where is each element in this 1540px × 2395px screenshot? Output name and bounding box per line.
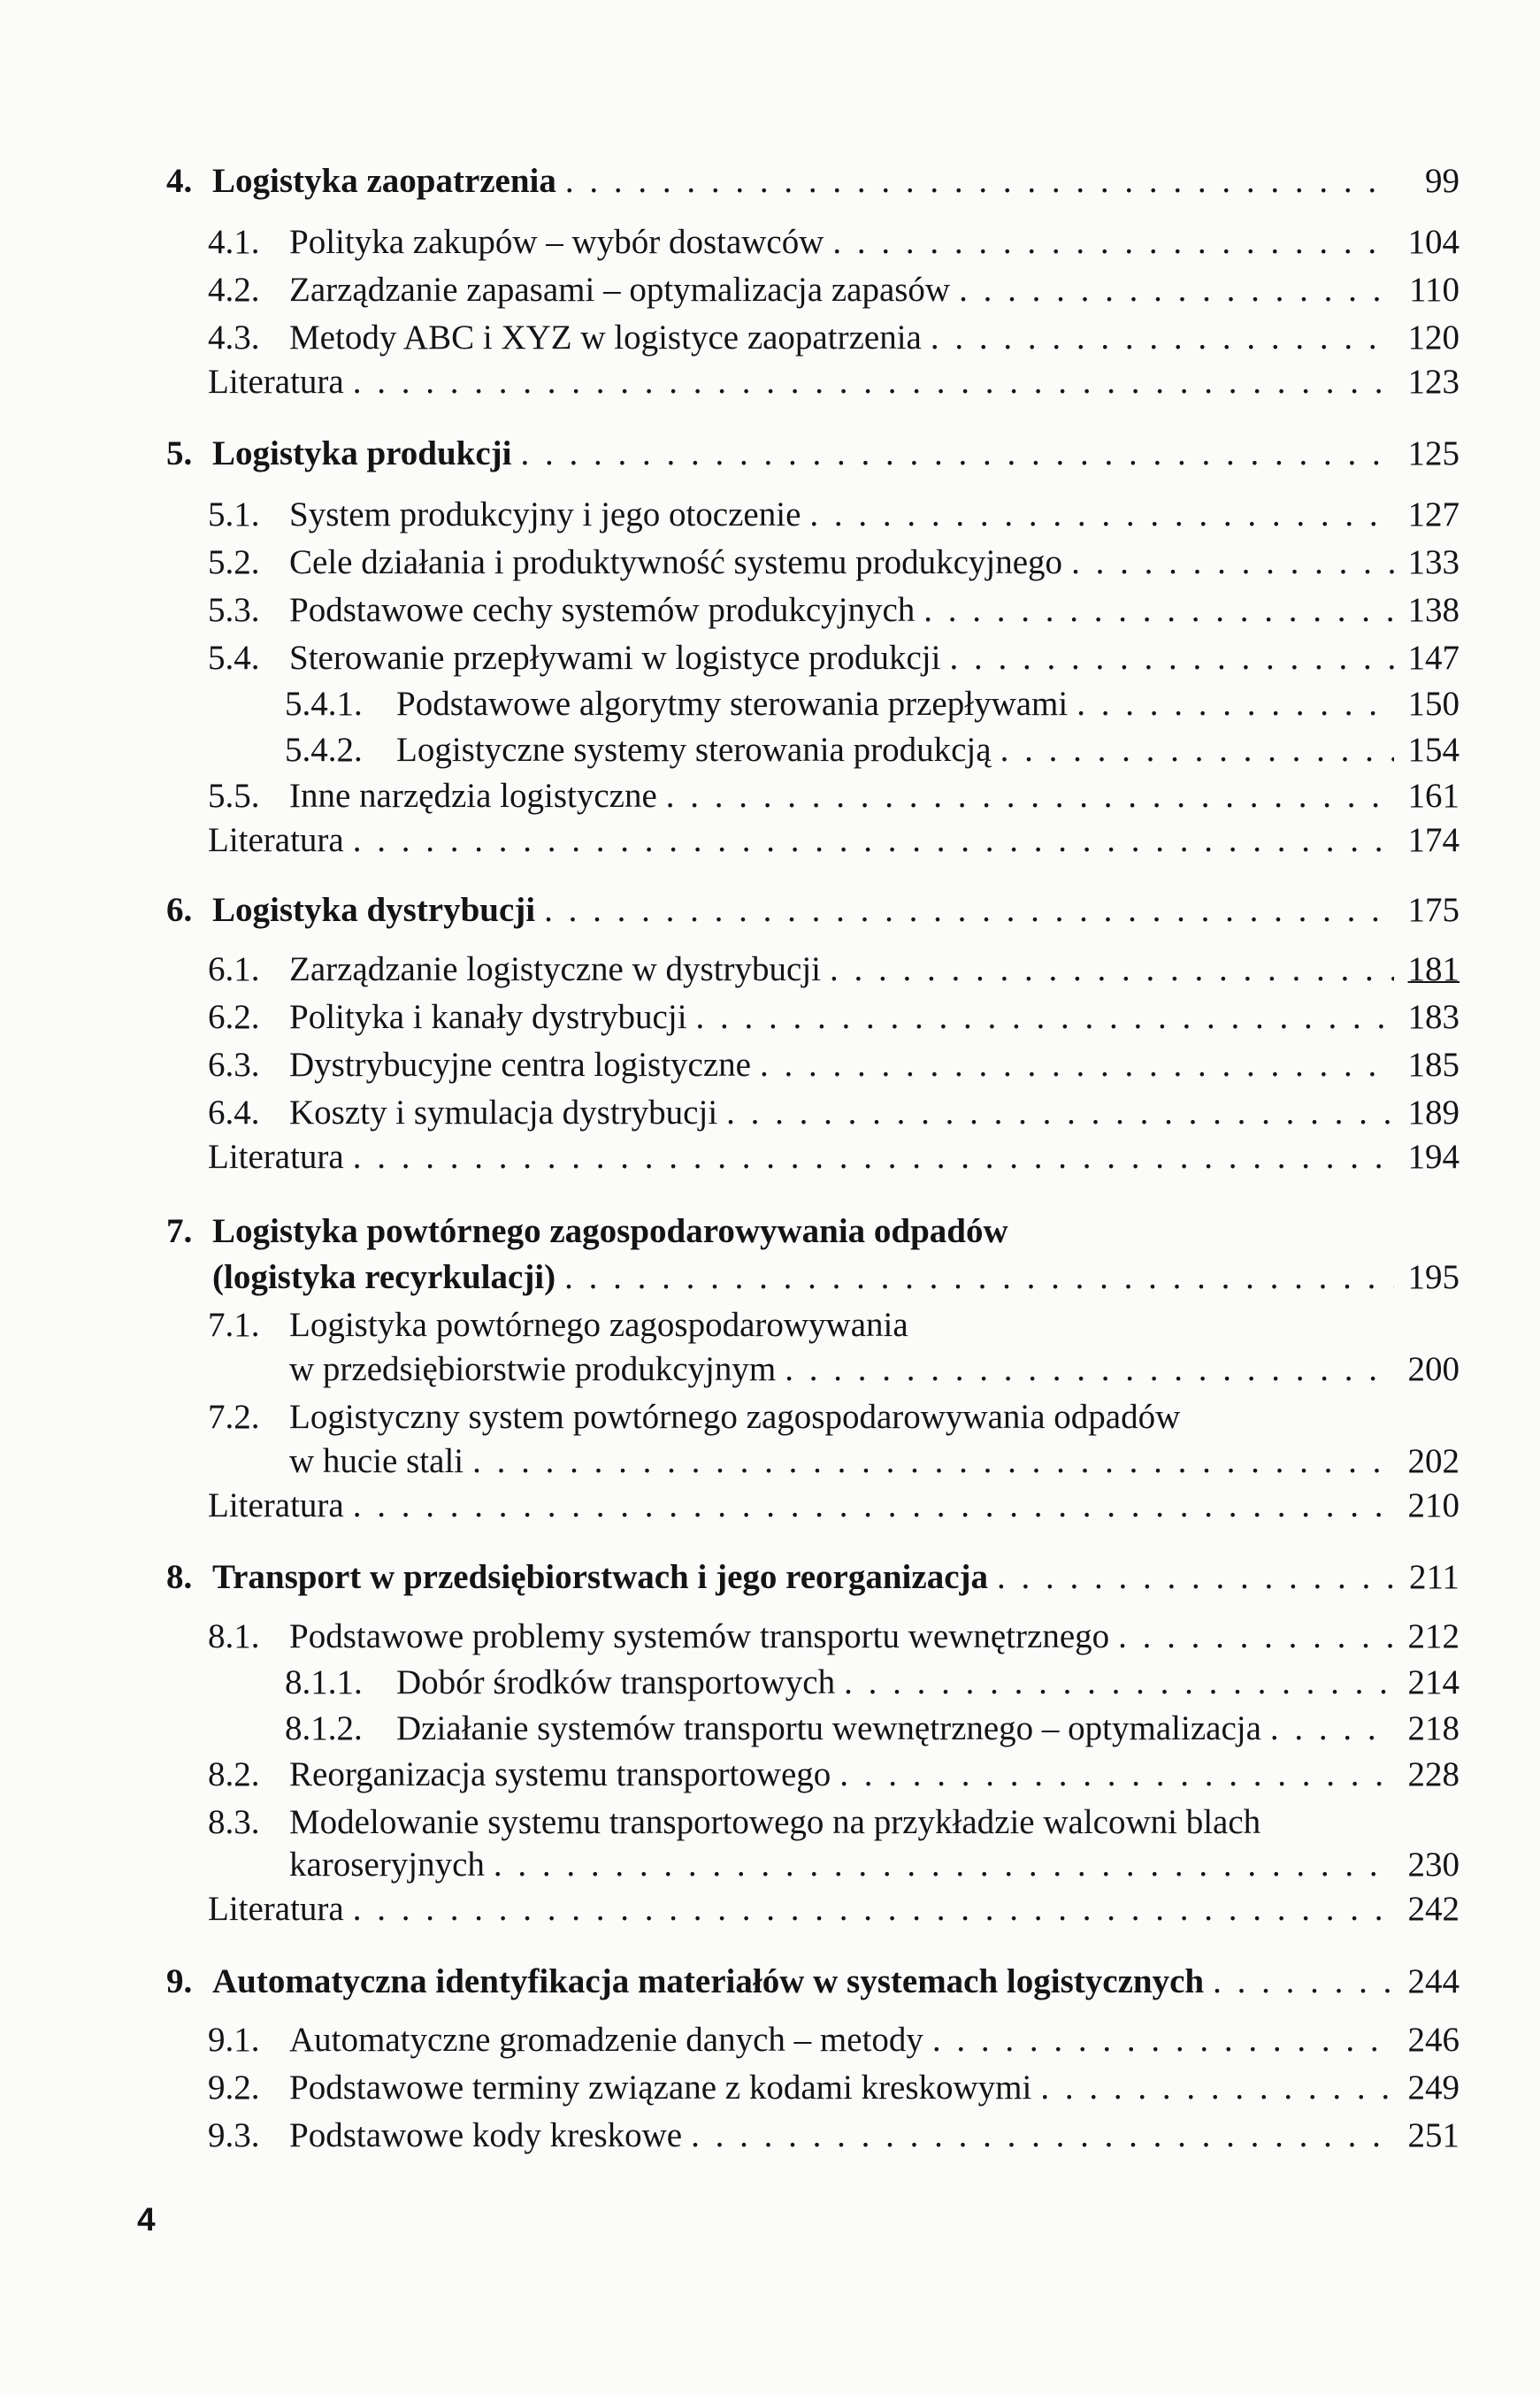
toc-section-8-3-line1 (208, 1800, 1460, 1845)
entry-title: Literatura (208, 821, 344, 859)
dot-leader (832, 220, 1394, 265)
dot-leader (959, 268, 1394, 312)
entry-page: 230 (1407, 1846, 1460, 1884)
entry-number: 7. (166, 1212, 193, 1250)
entry-title: Podstawowe algorytmy sterowania przepływami (396, 685, 1069, 723)
entry-title: Podstawowe problemy systemów transportu wewnętrznego (289, 1617, 1110, 1655)
entry-title: Reorganizacja systemu transportowego (289, 1755, 831, 1793)
dot-leader (830, 948, 1394, 992)
toc-subsection-8-1-1 (285, 1661, 1460, 1705)
entry-page: 120 (1407, 319, 1460, 357)
toc-section-8-3-line2 (289, 1843, 1460, 1887)
toc-section-8-2 (208, 1753, 1460, 1797)
dot-leader (844, 1661, 1394, 1705)
dot-leader (949, 636, 1394, 680)
entry-number: 6.2. (208, 998, 260, 1036)
entry-page: 147 (1407, 639, 1460, 677)
dot-leader (494, 1843, 1394, 1887)
entry-title: Transport w przedsiębiorstwach i jego reorganizacja (212, 1558, 988, 1596)
entry-title: Sterowanie przepływami w logistyce produkcji (289, 639, 941, 677)
entry-title: Podstawowe kody kreskowe (289, 2116, 683, 2154)
entry-title: Logistyczne systemy sterowania produkcją (396, 731, 992, 769)
entry-title: Inne narzędzia logistyczne (289, 777, 657, 815)
entry-page: 194 (1407, 1138, 1460, 1176)
entry-title: Metody ABC i XYZ w logistyce zaopatrzenia (289, 319, 922, 357)
dot-leader (1040, 2066, 1394, 2110)
dot-leader (564, 1255, 1394, 1300)
entry-title-continued: w hucie stali (289, 1442, 464, 1480)
entry-number: 8.1.1. (285, 1663, 363, 1701)
entry-title: Zarządzanie zapasami – optymalizacja zapasów (289, 271, 951, 309)
toc-literature-4 (208, 360, 1460, 404)
entry-number: 8.1. (208, 1617, 260, 1655)
entry-number: 9.3. (208, 2116, 260, 2154)
entry-page: 185 (1407, 1046, 1460, 1084)
entry-page: 174 (1407, 821, 1460, 859)
toc-chapter-4 (166, 159, 1460, 203)
toc-section-6-2 (208, 995, 1460, 1040)
toc-section-9-3 (208, 2114, 1460, 2158)
toc-chapter-7-line2 (212, 1255, 1460, 1300)
entry-page: 181 (1407, 950, 1460, 988)
page-number: 4 (137, 2201, 156, 2238)
toc-section-8-1 (208, 1615, 1460, 1659)
toc-subsection-5-4-1 (285, 682, 1460, 726)
toc-section-5-5 (208, 774, 1460, 818)
entry-number: 6.3. (208, 1046, 260, 1084)
entry-number: 8. (166, 1558, 193, 1596)
entry-title: Modelowanie systemu transportowego na przykładzie walcowni blach (289, 1803, 1261, 1841)
entry-page: 210 (1407, 1486, 1460, 1524)
toc-section-7-1-line1 (208, 1303, 1460, 1347)
entry-number: 4.2. (208, 271, 260, 309)
dot-leader (931, 316, 1394, 360)
entry-title: Działanie systemów transportu wewnętrznego – optymalizacja (396, 1709, 1261, 1747)
entry-number: 8.2. (208, 1755, 260, 1793)
dot-leader (932, 2018, 1394, 2062)
entry-number: 5.4.1. (285, 685, 363, 723)
toc-section-9-1 (208, 2018, 1460, 2062)
entry-title: Automatyczne gromadzenie danych – metody (289, 2021, 923, 2059)
dot-leader (785, 1347, 1394, 1392)
toc-section-4-3 (208, 316, 1460, 360)
entry-title: Cele działania i produktywność systemu produkcyjnego (289, 543, 1063, 581)
entry-title-continued: karoseryjnych (289, 1846, 485, 1884)
entry-title-continued: w przedsiębiorstwie produkcyjnym (289, 1350, 777, 1388)
entry-number: 5.2. (208, 543, 260, 581)
toc-section-4-2 (208, 268, 1460, 312)
toc-literature-8 (208, 1887, 1460, 1931)
entry-title-continued: (logistyka recyrkulacji) (212, 1258, 556, 1296)
entry-page: 161 (1407, 777, 1460, 815)
entry-page: 127 (1407, 495, 1460, 534)
toc-chapter-5 (166, 432, 1460, 476)
entry-title: Logistyka produkcji (212, 434, 512, 472)
toc-literature-5 (208, 818, 1460, 863)
toc-chapter-8 (166, 1555, 1460, 1600)
dot-leader (544, 888, 1394, 933)
entry-number: 8.3. (208, 1803, 260, 1841)
toc-section-6-3 (208, 1043, 1460, 1087)
entry-number: 9.1. (208, 2021, 260, 2059)
toc-literature-7 (208, 1484, 1460, 1528)
dot-leader (666, 774, 1394, 818)
entry-number: 7.2. (208, 1398, 260, 1436)
dot-leader (1270, 1707, 1394, 1751)
entry-number: 9.2. (208, 2069, 260, 2107)
entry-number: 5.1. (208, 495, 260, 534)
entry-title: System produkcyjny i jego otoczenie (289, 495, 801, 534)
entry-page: 251 (1407, 2116, 1460, 2154)
dot-leader (691, 2114, 1394, 2158)
entry-number: 4.1. (208, 223, 260, 261)
entry-page: 246 (1407, 2021, 1460, 2059)
entry-number: 5.4.2. (285, 731, 363, 769)
entry-page: 133 (1407, 543, 1460, 581)
entry-page: 125 (1407, 434, 1460, 472)
dot-leader (726, 1091, 1394, 1135)
entry-page: 110 (1408, 271, 1460, 309)
entry-title: Logistyczny system powtórnego zagospodarowywania odpadów (289, 1398, 1181, 1436)
dot-leader (353, 360, 1394, 404)
entry-title: Zarządzanie logistyczne w dystrybucji (289, 950, 822, 988)
entry-title: Literatura (208, 1138, 344, 1176)
entry-number: 6.4. (208, 1094, 260, 1132)
entry-page: 150 (1407, 685, 1460, 723)
dot-leader (353, 818, 1394, 863)
entry-title: Dystrybucyjne centra logistyczne (289, 1046, 751, 1084)
entry-page: 138 (1407, 591, 1460, 629)
entry-page: 123 (1407, 363, 1460, 401)
dot-leader (565, 159, 1394, 203)
toc-section-7-1-line2 (289, 1347, 1460, 1392)
toc-section-5-4 (208, 636, 1460, 680)
entry-page: 244 (1407, 1962, 1460, 2000)
entry-title: Logistyka dystrybucji (212, 891, 536, 929)
dot-leader (1213, 1960, 1394, 2004)
toc-chapter-6 (166, 888, 1460, 933)
entry-page: 218 (1407, 1709, 1460, 1747)
entry-title: Literatura (208, 1486, 344, 1524)
entry-number: 5.5. (208, 777, 260, 815)
toc-chapter-9 (166, 1960, 1460, 2004)
dot-leader (809, 493, 1394, 537)
dot-leader (353, 1484, 1394, 1528)
dot-leader (1071, 541, 1394, 585)
toc-section-7-2-line2 (289, 1439, 1460, 1484)
entry-page: 99 (1425, 162, 1460, 200)
entry-page: 214 (1407, 1663, 1460, 1701)
entry-title: Dobór środków transportowych (396, 1663, 836, 1701)
entry-title: Automatyczna identyfikacja materiałów w systemach logistycznych (212, 1962, 1205, 2000)
dot-leader (520, 432, 1394, 476)
entry-page: 228 (1407, 1755, 1460, 1793)
toc-section-7-2-line1 (208, 1395, 1460, 1439)
entry-page: 154 (1407, 731, 1460, 769)
entry-title: Logistyka powtórnego zagospodarowywania odpadów (212, 1212, 1008, 1250)
dot-leader (997, 1555, 1394, 1600)
dot-leader (839, 1753, 1394, 1797)
entry-title: Logistyka powtórnego zagospodarowywania (289, 1306, 908, 1344)
toc-subsection-8-1-2 (285, 1707, 1460, 1751)
entry-page: 212 (1407, 1617, 1460, 1655)
entry-title: Koszty i symulacja dystrybucji (289, 1094, 718, 1132)
entry-title: Logistyka zaopatrzenia (212, 162, 556, 200)
entry-page: 183 (1407, 998, 1460, 1036)
dot-leader (760, 1043, 1394, 1087)
entry-title: Podstawowe cechy systemów produkcyjnych (289, 591, 916, 629)
dot-leader (472, 1439, 1394, 1484)
dot-leader (696, 995, 1394, 1040)
entry-page: 189 (1407, 1094, 1460, 1132)
entry-page: 200 (1407, 1350, 1460, 1388)
entry-number: 5.4. (208, 639, 260, 677)
dot-leader (353, 1135, 1394, 1179)
toc-section-6-4 (208, 1091, 1460, 1135)
entry-title: Podstawowe terminy związane z kodami kreskowymi (289, 2069, 1032, 2107)
entry-page: 195 (1407, 1258, 1460, 1296)
entry-title: Literatura (208, 1890, 344, 1928)
dot-leader (1076, 682, 1394, 726)
toc-section-6-1 (208, 948, 1460, 992)
toc-section-5-3 (208, 588, 1460, 633)
dot-leader (1000, 728, 1394, 772)
toc-section-4-1 (208, 220, 1460, 265)
entry-number: 6. (166, 891, 193, 929)
toc-literature-6 (208, 1135, 1460, 1179)
entry-number: 7.1. (208, 1306, 260, 1344)
entry-page: 202 (1407, 1442, 1460, 1480)
toc-section-5-2 (208, 541, 1460, 585)
entry-number: 4.3. (208, 319, 260, 357)
entry-number: 6.1. (208, 950, 260, 988)
entry-number: 5. (166, 434, 193, 472)
dot-leader (353, 1887, 1394, 1931)
entry-page: 249 (1407, 2069, 1460, 2107)
entry-number: 5.3. (208, 591, 260, 629)
entry-page: 175 (1407, 891, 1460, 929)
entry-page: 211 (1408, 1558, 1460, 1596)
entry-number: 8.1.2. (285, 1709, 363, 1747)
toc-section-9-2 (208, 2066, 1460, 2110)
toc-section-5-1 (208, 493, 1460, 537)
toc-chapter-7-line1 (166, 1209, 1460, 1254)
dot-leader (923, 588, 1394, 633)
entry-number: 9. (166, 1962, 193, 2000)
entry-number: 4. (166, 162, 193, 200)
entry-title: Literatura (208, 363, 344, 401)
entry-title: Polityka zakupów – wybór dostawców (289, 223, 824, 261)
dot-leader (1118, 1615, 1394, 1659)
entry-page: 104 (1407, 223, 1460, 261)
toc-subsection-5-4-2 (285, 728, 1460, 772)
entry-title: Polityka i kanały dystrybucji (289, 998, 687, 1036)
entry-page: 242 (1407, 1890, 1460, 1928)
